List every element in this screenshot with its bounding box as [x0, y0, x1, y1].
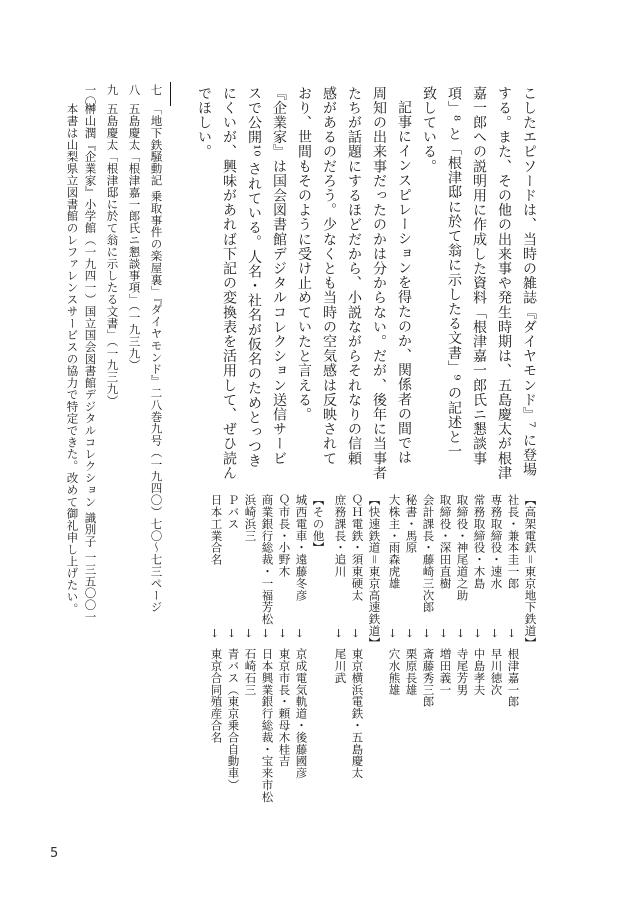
table-row-right: 京成電気軌道・後藤國彦	[294, 648, 309, 779]
table-row-right: 増田義一	[438, 648, 453, 696]
table-row-right: 尾川武	[333, 648, 348, 684]
arrow-icon: ↓	[439, 627, 449, 640]
arrow-icon: ↓	[456, 627, 466, 640]
arrow-icon: ↓	[227, 627, 237, 640]
footnote-marker: 八	[127, 84, 142, 96]
footnote-text: 五島慶太「根津邸に於て翁に示したる文書」（一九三九）	[105, 103, 120, 407]
table-row-left: Ｐバス	[226, 494, 241, 530]
table-row-left: 庶務課長・追川	[333, 494, 348, 578]
table-row-right: 斎藤秀三郎	[421, 648, 436, 708]
table-row-left: 常務取締役・木島	[472, 494, 487, 590]
table-row-heading: 【高架電鉄＝東京地下鉄道】	[523, 494, 538, 649]
table-row-right: 東京市長・頼母木桂吉	[277, 648, 292, 767]
arrow-icon: ↓	[507, 627, 517, 640]
footnote-marker: 七	[149, 84, 164, 96]
body-line: 感があるのだろう。少なくとも当時の空気感は反映されて	[321, 86, 337, 466]
footnote-rule	[170, 82, 171, 106]
arrow-icon: ↓	[473, 627, 483, 640]
table-row-heading: 【快速鉄道＝東京高速鉄道】	[367, 494, 382, 649]
table-row-right: 栗原長雄	[404, 648, 419, 696]
table-row-left: Ｑ市長・小野木	[277, 494, 292, 578]
arrow-icon: ↓	[388, 627, 398, 640]
table-row-left: 浜崎浜三	[243, 494, 258, 542]
table-row-right: 中島孝夫	[472, 648, 487, 696]
body-line: たちが話題にするほどだから、小説ながらそれなりの信頼	[346, 86, 362, 466]
table-row-right: 日本興業銀行総裁・宝来市松	[260, 648, 275, 803]
arrow-icon: ↓	[295, 627, 305, 640]
body-line: 嘉一郎への説明用に作成した資料「根津嘉一郎氏ニ懇談事	[471, 86, 487, 466]
body-line: でほしい。	[196, 86, 212, 159]
table-row-left: 取締役・神尾道之助	[455, 494, 470, 602]
table-row-left: 大株主・雨森虎雄	[387, 494, 402, 590]
body-line: 記事にインスピレーションを得たのか、関係者の間では	[396, 100, 412, 465]
footnote-text: 五島慶太「根津嘉一郎氏ニ懇談事項」（一九三九）	[127, 103, 142, 371]
arrow-icon: ↓	[405, 627, 415, 640]
arrow-icon: ↓	[210, 627, 220, 640]
page-number: 5	[50, 846, 59, 861]
table-row-right: 寺尾芳男	[455, 648, 470, 696]
body-line: 『企業家』は国会図書館デジタルコレクション送信サービ	[271, 86, 287, 466]
footnote-text: 榊山潤『企業家』小学館（一九四一）国立国会図書館デジタルコレクション 識別子 一三五〇〇一	[83, 103, 98, 623]
body-line: スで公開¹⁰ されている。人名・社名が仮名のためとっつき	[246, 86, 262, 469]
table-row-left: 秘書・馬原	[404, 494, 419, 554]
table-row-right: 東京横浜電鉄・五島慶太	[350, 648, 365, 779]
footnote-text: 「地下鉄騒動記 乗取事件の楽屋裏」『ダイヤモンド』二八巻九号（一九四〇）七〇〜七三ページ	[149, 103, 164, 614]
table-row-left: ＱＨ電鉄・須東硬太	[350, 494, 365, 602]
footnote-text: 本書は山梨県立図書館のレファレンスサービスの協力で特定できた。改めて御礼申し上げたい。	[65, 103, 80, 615]
footnote-marker: 一〇	[83, 84, 98, 108]
arrow-icon: ↓	[278, 627, 288, 640]
table-row-right: 根津嘉一郎	[506, 648, 521, 708]
table-row-right: 青バス（東京乗合自動車）	[226, 648, 241, 791]
table-row-left: 取締役・深田直樹	[438, 494, 453, 590]
table-row-right: 石崎石三	[243, 648, 258, 696]
table-row-right: 穴水熊雄	[387, 648, 402, 696]
arrow-icon: ↓	[261, 627, 271, 640]
footnote-marker: 九	[105, 84, 120, 96]
arrow-icon: ↓	[351, 627, 361, 640]
body-line: にくいが、興味があれば下記の変換表を活用して、ぜひ読ん	[221, 86, 237, 481]
table-row-heading: 【その他】	[311, 494, 326, 554]
arrow-icon: ↓	[334, 627, 344, 640]
arrow-icon: ↓	[490, 627, 500, 640]
body-line: こしたエピソードは、当時の雑誌『ダイヤモンド』⁷ に登場	[521, 86, 537, 477]
table-row-left: 日本工業合名	[209, 494, 224, 566]
body-line: 周知の出来事だったのかは分からない。だが、後年に当事者	[371, 86, 387, 481]
table-row-right: 早川徳次	[489, 648, 504, 696]
table-row-left: 会計課長・藤崎三次郎	[421, 494, 436, 613]
arrow-icon: ↓	[422, 627, 432, 640]
arrow-icon: ↓	[244, 627, 254, 640]
table-row-left: 城西電車・遠藤冬彦	[294, 494, 309, 602]
table-row-left: 専務取締役・速水	[489, 494, 504, 590]
table-row-left: 商業銀行総裁・一福芳松	[260, 494, 275, 625]
body-line: おり、世間もそのように受け止めていたと言える。	[296, 86, 312, 422]
table-row-right: 東京合同殖産合名	[209, 648, 224, 744]
body-line: 項」⁸ と「根津邸に於て翁に示したる文書」⁹ の記述と一	[446, 86, 462, 459]
body-line: する。また、その他の出来事や発生時期は、五島慶太が根津	[496, 86, 512, 481]
body-line: 致している。	[421, 86, 437, 174]
table-row-left: 社長・兼本圭一郎	[506, 494, 521, 590]
